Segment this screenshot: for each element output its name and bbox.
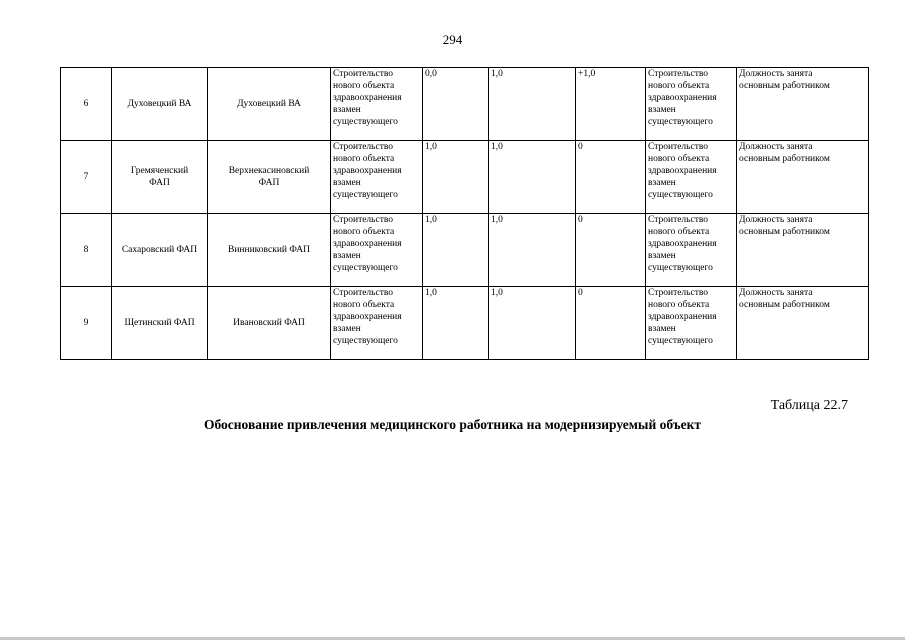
value-2-cell: [489, 287, 576, 360]
value-1-text: 1,0: [425, 142, 437, 152]
action-text: Строительство нового объекта здравоохранения взамен существующего: [333, 69, 402, 127]
table-title: Обоснование привлечения медицинского работника на модернизируемый объект: [203, 417, 702, 432]
row-number-cell: [61, 68, 112, 141]
value-1-cell: [423, 287, 489, 360]
facility-cell: [112, 214, 208, 287]
table-row: [61, 141, 869, 214]
value-3-cell: [576, 141, 646, 214]
facility-text: Гремяченский ФАП: [130, 166, 189, 188]
value-2-cell: [489, 68, 576, 141]
value-1-text: 0,0: [425, 69, 437, 79]
value-1-text: 1,0: [425, 288, 437, 298]
source-facility-text: Духовецкий ВА: [237, 99, 301, 109]
value-2-text: 1,0: [491, 69, 503, 79]
source-facility-cell: [208, 287, 331, 360]
note-text: Должность занята основным работником: [739, 215, 830, 237]
table-row: [61, 287, 869, 360]
result-text: Строительство нового объекта здравоохранения взамен существующего: [648, 288, 717, 346]
value-2-text: 1,0: [491, 142, 503, 152]
value-3-cell: [576, 68, 646, 141]
facility-cell: [112, 141, 208, 214]
row-number-text: 6: [83, 99, 89, 109]
note-cell: [737, 214, 869, 287]
value-1-cell: [423, 214, 489, 287]
note-text: Должность занята основным работником: [739, 142, 830, 164]
row-number-cell: [61, 214, 112, 287]
action-cell: [331, 214, 423, 287]
value-1-text: 1,0: [425, 215, 437, 225]
value-3-text: 0: [578, 288, 583, 298]
value-3-text: +1,0: [578, 69, 596, 79]
row-number-cell: [61, 287, 112, 360]
row-number-text: 8: [83, 245, 89, 255]
value-3-text: 0: [578, 142, 583, 152]
note-cell: [737, 141, 869, 214]
value-2-cell: [489, 141, 576, 214]
source-facility-text: Верхнекасиновский ФАП: [228, 166, 310, 188]
page-number: 294: [442, 32, 463, 47]
table-body: [61, 68, 869, 360]
row-number-cell: [61, 141, 112, 214]
result-cell: [646, 68, 737, 141]
table-label: Таблица 22.7: [770, 398, 848, 413]
value-2-text: 1,0: [491, 288, 503, 298]
facility-cell: [112, 287, 208, 360]
result-text: Строительство нового объекта здравоохранения взамен существующего: [648, 142, 717, 200]
facility-cell: [112, 68, 208, 141]
note-cell: [737, 68, 869, 141]
action-cell: [331, 68, 423, 141]
result-text: Строительство нового объекта здравоохранения взамен существующего: [648, 69, 717, 127]
facility-text: Сахаровский ФАП: [121, 245, 198, 255]
row-number-text: 9: [83, 318, 89, 328]
action-text: Строительство нового объекта здравоохранения взамен существующего: [333, 142, 402, 200]
value-1-cell: [423, 141, 489, 214]
action-cell: [331, 141, 423, 214]
facility-text: Щетинский ФАП: [124, 318, 195, 328]
value-3-text: 0: [578, 215, 583, 225]
note-text: Должность занята основным работником: [739, 69, 830, 91]
action-text: Строительство нового объекта здравоохранения взамен существующего: [333, 215, 402, 273]
row-number-text: 7: [83, 172, 89, 182]
value-2-text: 1,0: [491, 215, 503, 225]
source-facility-cell: [208, 68, 331, 141]
value-3-cell: [576, 214, 646, 287]
facility-text: Духовецкий ВА: [127, 99, 192, 109]
action-cell: [331, 287, 423, 360]
value-2-cell: [489, 214, 576, 287]
source-facility-text: Винниковский ФАП: [228, 245, 310, 255]
result-cell: [646, 141, 737, 214]
data-table: [60, 67, 869, 360]
note-text: Должность занята основным работником: [739, 288, 830, 310]
table-row: [61, 214, 869, 287]
source-facility-cell: [208, 141, 331, 214]
result-cell: [646, 287, 737, 360]
result-cell: [646, 214, 737, 287]
source-facility-text: Ивановский ФАП: [233, 318, 305, 328]
source-facility-cell: [208, 214, 331, 287]
action-text: Строительство нового объекта здравоохранения взамен существующего: [333, 288, 402, 346]
value-1-cell: [423, 68, 489, 141]
result-text: Строительство нового объекта здравоохранения взамен существующего: [648, 215, 717, 273]
value-3-cell: [576, 287, 646, 360]
note-cell: [737, 287, 869, 360]
table-row: [61, 68, 869, 141]
